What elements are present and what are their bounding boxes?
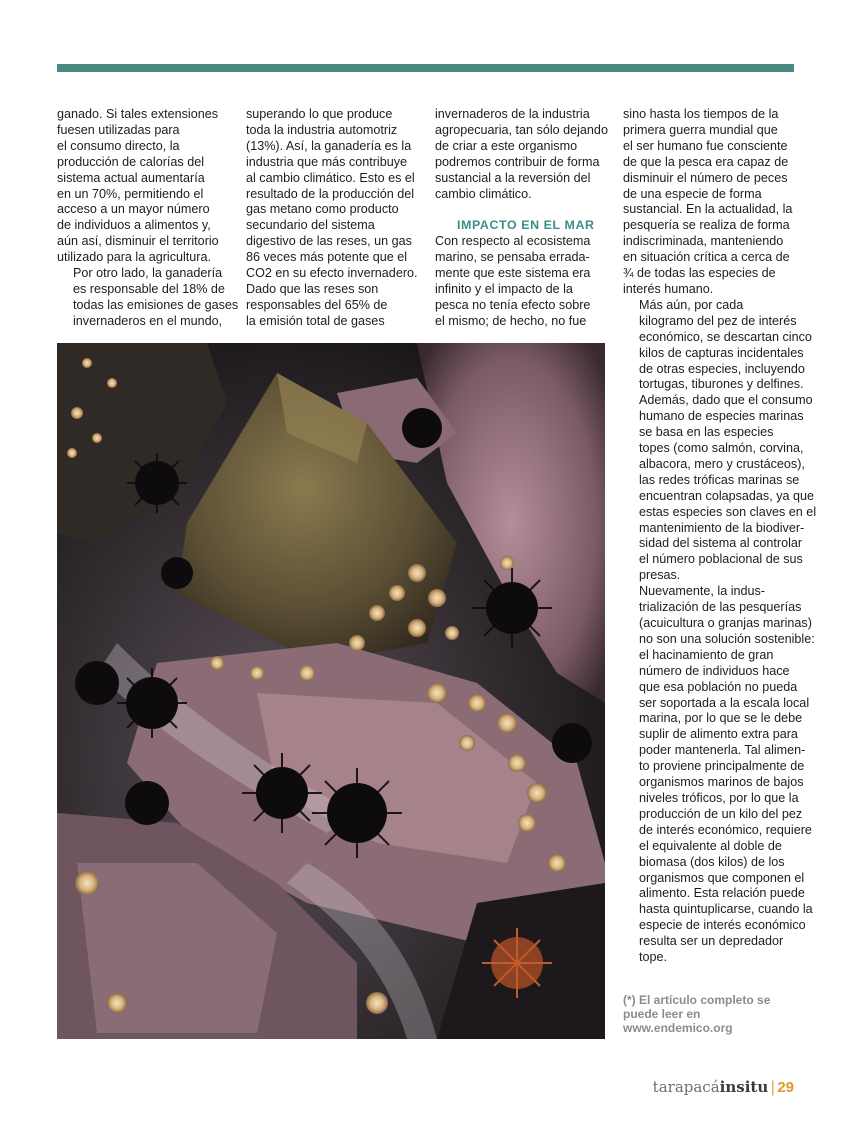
text-line: marino, se pensaba errada- [435, 250, 590, 265]
text-line: sustancial. En la actualidad, la [623, 202, 793, 217]
text-line: trialización de las pesquerías [639, 600, 802, 615]
text-line: infinito y el impacto de la [435, 282, 573, 297]
paragraph [435, 234, 610, 329]
text-line: al cambio climático. Esto es el [246, 170, 415, 185]
text-line: humano de especies marinas [639, 409, 804, 424]
footer-separator: | [770, 1078, 776, 1096]
text-line: mantenimiento de la biodiver- [639, 520, 805, 535]
text-line: se basa en las especies [639, 425, 774, 440]
text-line: encuentran colapsadas, ya que [639, 488, 815, 503]
text-line: (13%). Así, la ganadería es la [246, 138, 412, 153]
paragraph [435, 107, 610, 202]
text-line: toda la industria automotriz [246, 122, 398, 137]
text-line: pesca no tenía efecto sobre [435, 297, 591, 312]
text-line: sistema actual aumentaría [57, 170, 205, 185]
text-line: no son una solución sostenible: [639, 631, 815, 646]
text-line: kilos de capturas incidentales [639, 345, 804, 360]
brand-name-light: tarapacá [652, 1078, 720, 1096]
text-line: albacora, mero y crustáceos), [639, 456, 805, 471]
text-line: disminuir el número de peces [623, 170, 788, 185]
text-line: niveles tróficos, por lo que la [639, 790, 799, 805]
text-line: el hacinamiento de gran [639, 647, 774, 662]
text-line: Con respecto al ecosistema [435, 234, 591, 249]
text-line: hasta quintuplicarse, cuando la [639, 902, 813, 917]
text-line: producción de calorías del [57, 154, 205, 169]
text-line: CO2 en su efecto invernadero. [246, 266, 418, 281]
photo-tidepool-sea-urchins [57, 343, 605, 1039]
text-line: invernaderos en el mundo, [73, 313, 223, 328]
text-line: acceso a un mayor número [57, 202, 210, 217]
column-4 [623, 107, 817, 966]
text-line: industria que más contribuye [246, 154, 408, 169]
text-line: (*) El artículo completo se [623, 993, 771, 1007]
text-line: sustancial a la reversión del [435, 170, 591, 185]
paragraph [623, 107, 798, 298]
text-line: gas metano como producto [246, 202, 399, 217]
text-line: invernaderos de la industria [435, 107, 590, 121]
text-line: todas las emisiones de gases [73, 297, 239, 312]
text-line: tope. [639, 950, 668, 965]
text-line: responsables del 65% de [246, 297, 388, 312]
page-footer [653, 1078, 794, 1096]
text-line: en situación crítica a cerca de [623, 250, 790, 265]
text-line: de interés económico, requiere [639, 822, 812, 837]
text-line: ganado. Si tales extensiones [57, 107, 219, 121]
text-line: es responsable del 18% de [73, 281, 225, 296]
text-line: secundario del sistema [246, 218, 375, 233]
text-line: producción de un kilo del pez [639, 806, 803, 821]
header-rule [57, 64, 794, 72]
text-line: especie de interés económico [639, 918, 806, 933]
column-1 [57, 107, 239, 330]
text-line: el mismo; de hecho, no fue [435, 313, 587, 328]
text-line: to proviene principalmente de [639, 759, 805, 774]
text-line: tortugas, tiburones y delfines. [639, 377, 804, 392]
text-line: primera guerra mundial que [623, 122, 778, 137]
text-line: podremos contribuir de forma [435, 154, 600, 169]
text-line: el número poblacional de sus [639, 552, 803, 567]
page-number: 29 [777, 1079, 794, 1096]
text-line: biomasa (dos kilos) de los [639, 854, 785, 869]
paragraph [623, 297, 817, 584]
text-line: poder mantenerla. Tal alimen- [639, 743, 806, 758]
text-line: utilizado para la agricultura. [57, 250, 212, 265]
text-line: topes (como salmón, corvina, [639, 441, 804, 456]
text-line: Más aún, por cada [639, 297, 744, 312]
section-heading: IMPACTO EN EL MAR [457, 218, 595, 233]
text-line: agropecuaria, tan sólo dejando [435, 122, 608, 137]
text-line: ser soportada a la escala local [639, 695, 810, 710]
text-line: sino hasta los tiempos de la [623, 107, 779, 121]
text-line: estas especies son claves en el [639, 504, 817, 519]
text-line: en un 70%, permitiendo el [57, 186, 204, 201]
text-line: organismos marinos de bajos [639, 775, 804, 790]
text-line: aún así, disminuir el territorio [57, 234, 219, 249]
text-line: de que la pesca era capaz de [623, 154, 789, 169]
paragraph [246, 107, 421, 330]
paragraph [57, 107, 232, 266]
text-line: alimento. Esta relación puede [639, 886, 805, 901]
text-line: sidad del sistema al controlar [639, 536, 803, 551]
text-line: organismos que componen el [639, 870, 805, 885]
text-line: que esa población no pueda [639, 679, 798, 694]
text-line: las redes tróficas marinas se [639, 472, 800, 487]
brand-name-bold: insitu [719, 1078, 769, 1096]
text-line: pesquería se realiza de forma [623, 218, 790, 233]
text-line: resulta ser un depredador [639, 934, 784, 949]
text-line: la emisión total de gases [246, 313, 385, 328]
article-footnote [623, 994, 793, 1035]
column-2 [246, 107, 421, 330]
text-line: indiscriminada, manteniendo [623, 234, 784, 249]
text-line: de individuos a alimentos y, [57, 218, 211, 233]
text-line: kilogramo del pez de interés [639, 313, 797, 328]
text-line: superando lo que produce [246, 107, 393, 121]
text-line: de una especie de forma [623, 186, 762, 201]
text-line: Por otro lado, la ganadería [73, 266, 223, 281]
text-line: cambio climático. [435, 186, 532, 201]
text-line: número de individuos hace [639, 663, 790, 678]
column-3 [435, 107, 610, 330]
text-line: Nuevamente, la indus- [639, 584, 766, 599]
text-line: presas. [639, 568, 681, 583]
text-line: 86 veces más potente que el [246, 250, 408, 265]
text-line: Dado que las reses son [246, 281, 379, 296]
text-line: de otras especies, incluyendo [639, 361, 805, 376]
text-line: fuesen utilizadas para [57, 122, 180, 137]
paragraph [623, 584, 815, 966]
text-line: digestivo de las reses, un gas [246, 234, 412, 249]
text-line: interés humano. [623, 281, 714, 296]
text-line: marina, por lo que se le debe [639, 711, 803, 726]
text-line: suplir de alimento extra para [639, 727, 798, 742]
text-line: el consumo directo, la [57, 138, 180, 153]
text-line: puede leer en [623, 1006, 701, 1021]
text-line: el equivalente al doble de [639, 838, 782, 853]
text-line: www.endemico.org [623, 1020, 733, 1035]
text-line: (acuicultura o granjas marinas) [639, 616, 812, 630]
text-line: el ser humano fue consciente [623, 138, 788, 153]
text-line: ¾ de todas las especies de [623, 266, 776, 281]
text-line: Además, dado que el consumo [639, 393, 813, 408]
paragraph [57, 266, 239, 330]
text-line: de criar a este organismo [435, 138, 578, 153]
text-line: mente que este sistema era [435, 266, 591, 281]
text-line: económico, se descartan cinco [639, 329, 812, 344]
text-line: resultado de la producción del [246, 186, 415, 201]
